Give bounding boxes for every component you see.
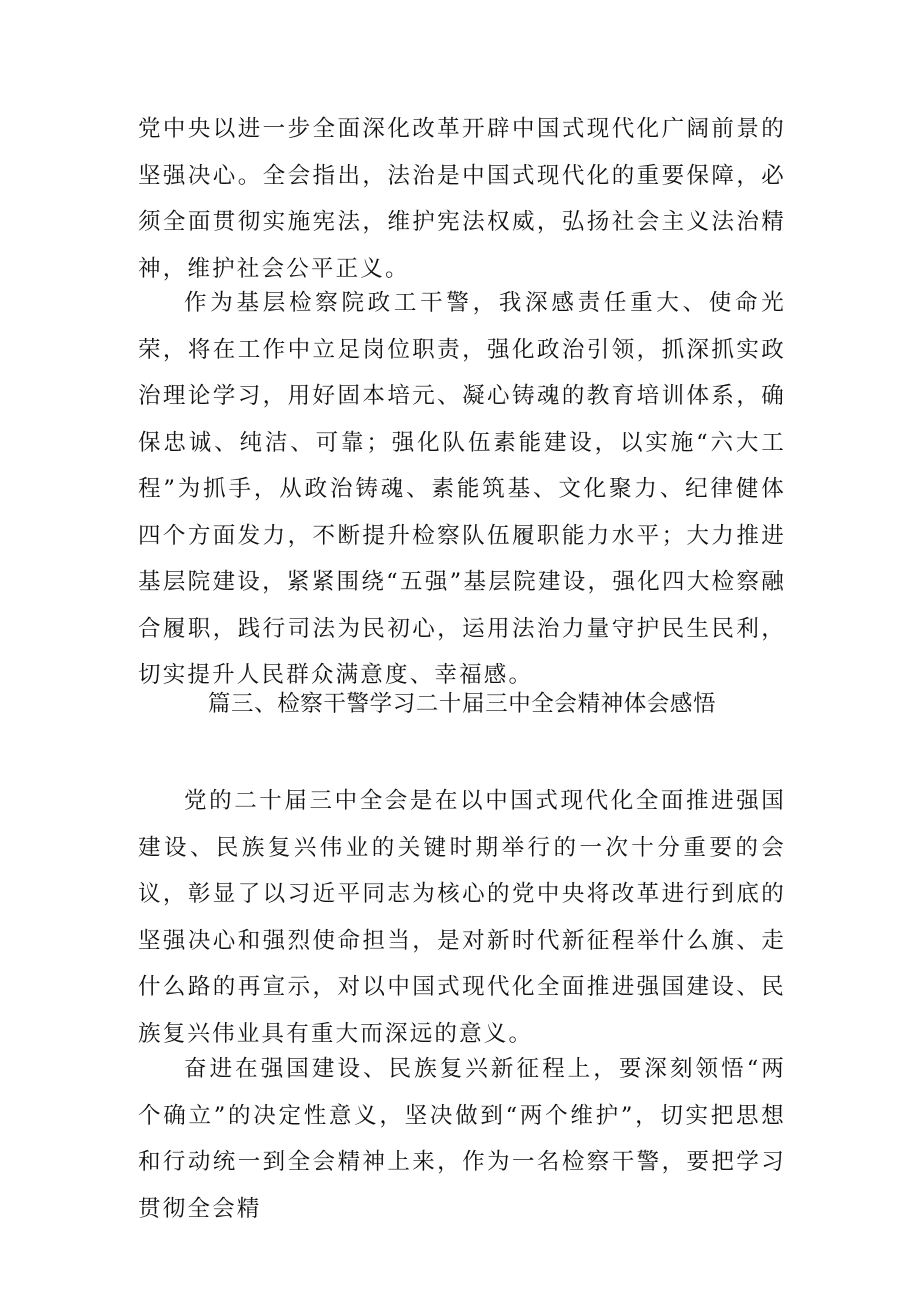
paragraph-two-establishments: 奋进在强国建设、民族复兴新征程上，要深刻领悟“两个确立”的决定性意义，坚决做到“两个维护”，切实把思想和行动统一到全会精神上来，作为一名检察干警，要把学习贯彻全会精 — [138, 1056, 786, 1222]
paragraph-duty-statement: 作为基层检察院政工干警，我深感责任重大、使命光荣，将在工作中立足岗位职责，强化政治引领，抓深抓实政治理论学习，用好固本培元、凝心铸魂的教育培训体系，确保忠诚、纯洁、可靠；强化队伍素能建设，以实施“六大工程”为抓手，从政治铸魂、素能筑基、文化聚力、纪律健体四个方面发力，不断提升检察队伍履职能力水平；大力推进基层院建设，紧紧围绕“五强”基层院建设，强化四大检察融合履职，践行司法为民初心，运用法治力量守护民生民利，切实提升人民群众满意度、幸福感。 — [138, 290, 786, 688]
paragraph-continuation: 党中央以进一步全面深化改革开辟中国式现代化广阔前景的坚强决心。全会指出，法治是中国式现代化的重要保障，必须全面贯彻实施宪法，维护宪法权威，弘扬社会主义法治精神，维护社会公平正义。 — [138, 116, 786, 282]
paragraph-plenum-significance: 党的二十届三中全会是在以中国式现代化全面推进强国建设、民族复兴伟业的关键时期举行的一次十分重要的会议，彰显了以习近平同志为核心的党中央将改革进行到底的坚强决心和强烈使命担当，是对新时代新征程举什么旗、走什么路的再宣示，对以中国式现代化全面推进强国建设、民族复兴伟业具有重大而深远的意义。 — [138, 788, 786, 1047]
section-title: 篇三、检察干警学习二十届三中全会精神体会感悟 — [207, 691, 717, 717]
